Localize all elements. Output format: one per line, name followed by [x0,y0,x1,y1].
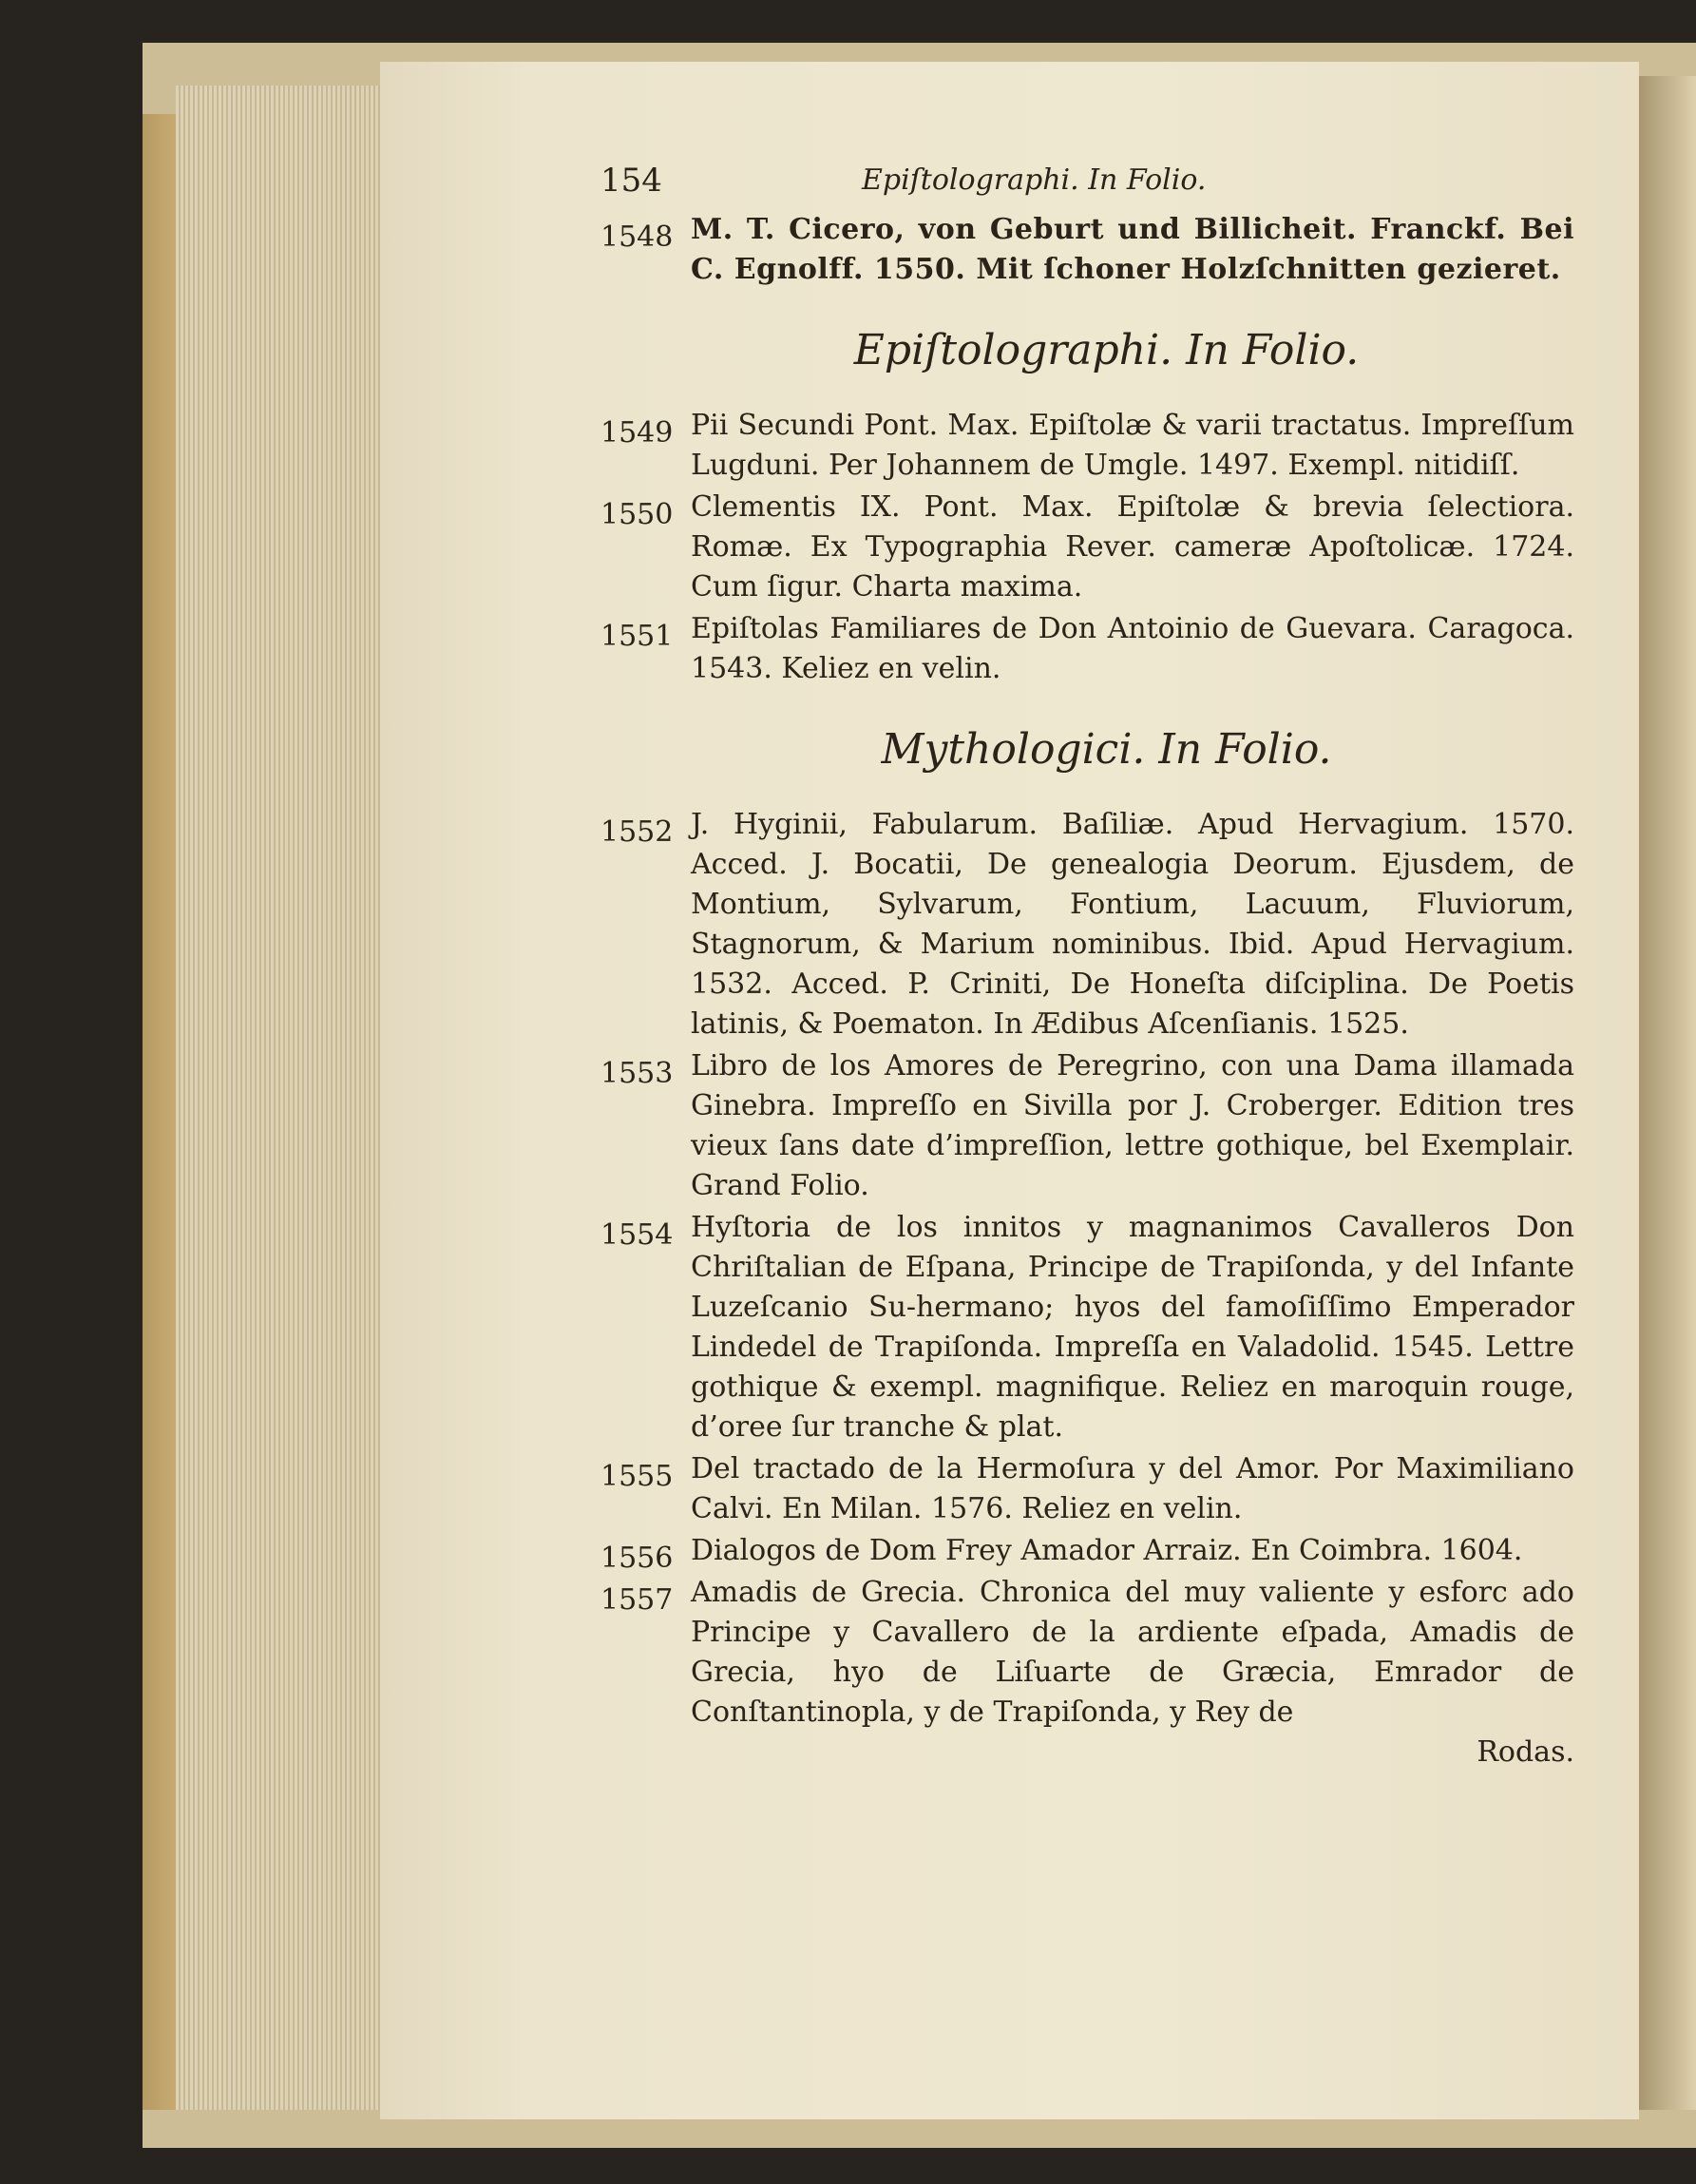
catalog-entry [600,406,1574,486]
entry-number: 1549 [600,416,674,450]
catalog-entry [600,488,1574,607]
catalog-entry [600,1046,1574,1206]
entry-text: Libro de los Amores de Peregrino, con una Dama illamada Ginebra. Impreſſo en Sivilla por J. Croberger. Edition tres vieux ſans date d’impreſſion, lettre gothique, bel Exemplair. Grand Folio. [691,1049,1574,1202]
entry-text: Clementis IX. Pont. Max. Epiſtolæ & brevia ſelectiora. Romæ. Ex Typographia Rever. cameræ Apoſtolicæ. 1724. Cum ſigur. Charta maxima. [691,490,1574,603]
entry-number: 1551 [600,620,674,653]
entry-text: Epiſtolas Familiares de Don Antoinio de Guevara. Caragoca. 1543. Keliez en velin. [691,612,1574,685]
catalog-entry [600,210,1574,290]
catalog-entry [600,1531,1574,1575]
entry-number: 1557 [600,1583,674,1617]
entry-number: 1550 [600,498,674,531]
entry-number: 1556 [600,1542,674,1575]
catalog-entry [600,609,1574,689]
entry-number: 1553 [600,1057,674,1090]
entry-text: Pii Secundi Pont. Max. Epiſtolæ & varii tractatus. Impreſſum Lugduni. Per Johannem de Umgle. 1497. Exempl. nitidiſſ. [691,409,1574,482]
entry-text: Del tractado de la Hermoſura y del Amor. Por Maximiliano Calvi. En Milan. 1576. Reliez en velin. [691,1452,1574,1525]
section-heading: Mythologici. In Folio. [881,725,1332,774]
running-head [600,157,1574,210]
entry-text: M. T. Cicero, von Geburt und Billicheit. Franckf. Bei C. Egnolff. 1550. Mit ſchoner Holzſchnitten gezieret. [691,213,1574,286]
entry-number: 1554 [600,1218,674,1252]
page-edges [176,86,399,2110]
section-heading: Epiſtolographi. In Folio. [853,326,1360,374]
catalog-entry [600,1208,1574,1447]
page-number: 154 [600,162,662,200]
running-title: Epiſtolographi. In Folio. [862,163,1207,197]
entry-text: Hyſtoria de los innitos y magnanimos Cavalleros Don Chriſtalian de Eſpana, Principe de Trapiſonda, y del Infante Luzeſcanio Su-hermano; hyos del famoſiſſimo Emperador Lindedel de Trapiſonda. Impreſſa en Valadolid. 1545. Lettre gothique & exempl. magnifique. Reliez en maroquin rouge, d’oree ſur tranche & plat. [691,1211,1574,1444]
entry-text-end: Rodas. [1477,1735,1574,1769]
facing-page-edge [1639,76,1696,2110]
entry-number: 1548 [600,220,674,254]
entry-number: 1552 [600,815,674,849]
entry-text: Dialogos de Dom Frey Amador Arraiz. En Coimbra. 1604. [691,1534,1523,1567]
book-spine [143,114,181,2110]
catalog-entry [600,805,1574,1044]
entry-text: J. Hyginii, Fabularum. Baſiliæ. Apud Hervagium. 1570. Acced. J. Bocatii, De genealogia Deorum. Ejusdem, de Montium, Sylvarum, Fontium, Lacuum, Fluviorum, Stagnorum, & Marium nominibus. Ibid. Apud Hervagium. 1532. Acced. P. Criniti, De Honeſta diſciplina. De Poetis latinis, & Poematon. In Ædibus Aſcenſianis. 1525. [691,808,1574,1041]
entry-number: 1555 [600,1460,674,1493]
entry-text: Amadis de Grecia. Chronica del muy valiente y esforc ado Principe y Cavallero de la ardiente eſpada, Amadis de Grecia, hyo de Liſuarte de Græcia, Emrador de Conſtantinopla, y de Trapiſonda, y Rey de [691,1576,1574,1729]
catalog-entry [600,1449,1574,1529]
page-text [600,157,1574,1774]
catalog-entry [600,1573,1574,1772]
